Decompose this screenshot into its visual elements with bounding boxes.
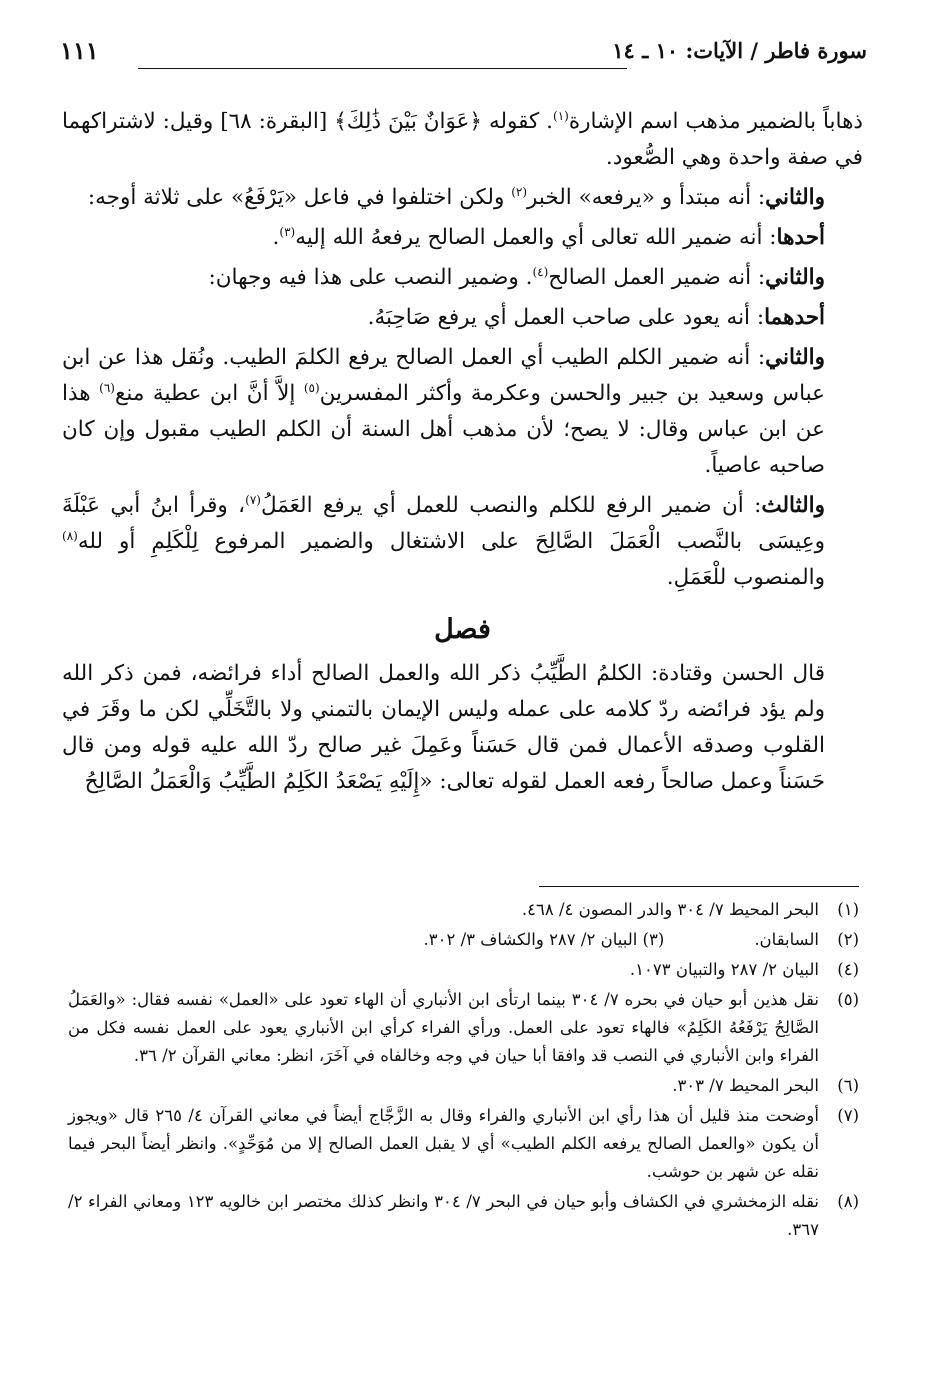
paragraph: قال الحسن وقتادة: الكلمُ الطَّيِّبُ ذكر الله والعمل الصالح أداء فرائضه، فمن ذكر الله ولم يؤد فرائضه ردّ كلامه على عمله وليس الإيمان بالتمني ولا بالتَّخَلِّي لكن ما وقَرَ في القلوب وصدقه الأعمال فمن قال حَسَناً وعَمِلَ غير صالح ردّ الله عليه قوله ومن قال حَسَناً وعمل صالحاً رفعه العمل لقوله تعالى: «إِلَيْهِ يَصْعَدُ الكَلِمُ الطَّيِّبُ وَالْعَمَلُ الصَّالِحُ <box>62 661 825 794</box>
paragraph: أحدها: أنه ضمير الله تعالى أي والعمل الصالح يرفعهُ الله إليه$^{(٣)}$. <box>272 225 825 250</box>
footnote-number: (٦) <box>837 1076 859 1095</box>
term-label: أحدها <box>776 225 825 250</box>
term-label: والثالث <box>761 493 825 518</box>
footnote-text: البحر المحيط ٧/ ٣٠٣. <box>672 1076 819 1095</box>
footnote-separator <box>539 886 859 887</box>
footnote-number: (٥) <box>837 990 859 1009</box>
footnote-number: (٢) <box>837 930 859 949</box>
main-text <box>62 104 863 804</box>
paragraph: والثاني: أنه مبتدأ و «يرفعه» الخبر$^{(٢)}$ ولكن اختلفوا في فاعل «يَرْفَعُ» على ثلاثة أوجه: <box>87 185 825 210</box>
footnote <box>68 1072 859 1100</box>
running-title: سورة فاطر / الآيات: ١٠ ـ ١٤ <box>612 38 867 63</box>
footnote-number: (٤) <box>837 960 859 979</box>
footnote-text: السابقان.(٣) البيان ٢/ ٢٨٧ والكشاف ٣/ ٣٠٢. <box>423 930 819 949</box>
footnote <box>68 956 859 984</box>
footnote <box>68 1102 859 1186</box>
term-label: والثاني <box>765 265 825 290</box>
footnote-text: أوضحت منذ قليل أن هذا رأي ابن الأنباري والفراء وقال به الزَّجَّاج أيضاً في معاني القرآن ٤/ ٢٦٥ قال «ويجوز أن يكون «والعمل الصالح يرفعه الكلم الطيب» أي لا يقبل العمل الصالح إلا من مُوَحِّدٍ». وانظر أيضاً البحر فيما نقله عن شهر بن حوشب. <box>68 1106 819 1181</box>
footnote <box>68 896 859 924</box>
footnote-ref[interactable]: (٦) <box>99 381 115 395</box>
footnote-ref[interactable]: (٢) <box>511 185 528 199</box>
header-rule <box>138 68 627 69</box>
paragraph: والثالث: أن ضمير الرفع للكلم والنصب للعمل أي يرفع العَمَلُ$^{(٧)}$، وقرأ ابنُ أبي عَبْلَةَ وعِيسَى بالنَّصب الْعَمَلَ الصَّالِحَ على الاشتغال والضمير المرفوع لِلْكَلِمِ أو لله$^{(٨)}$ والمنصوب للْعَمَلِ. <box>62 493 825 590</box>
footnote-number: (١) <box>837 900 859 919</box>
footnote-ref[interactable]: (٧) <box>245 493 261 507</box>
footnote <box>68 986 859 1070</box>
section-heading: فصل <box>434 614 491 645</box>
footnote-text: البيان ٢/ ٢٨٧ والتبيان ١٠٧٣. <box>629 960 819 979</box>
footnote-ref[interactable]: (٥) <box>303 381 320 395</box>
footnote-text: نقل هذين أبو حيان في بحره ٧/ ٣٠٤ بينما ارتأى ابن الأنباري أن الهاء تعود على «العمل» نفسه فقال: «والعَمَلُ الصَّالِحُ يَرْفَعُهُ الكَلِمُ» فالهاء تعود على العمل. ورأي الفراء كرأي ابن الأنباري يعود على العمل نفسه فكل من الفراء وابن الأنباري في النصب قد وافقا أبا حيان في وجه وخالفاه في آخَرَ، انظر: معاني القرآن ٢/ ٣٦. <box>68 990 819 1065</box>
footnote-ref[interactable]: (١) <box>553 109 569 123</box>
paragraph: ذهاباً بالضمير مذهب اسم الإشارة$^{(١)}$. كقوله ﴿عَوَانٌ بَيْنَ ذَٰلِكَ﴾ [البقرة: ٦٨] وقيل: لاشتراكهما في صفة واحدة وهي الصُّعود. <box>62 109 863 170</box>
footnote <box>68 926 859 954</box>
term-label: والثاني <box>765 345 825 370</box>
paragraph: والثاني: أنه ضمير العمل الصالح$^{(٤)}$. وضمير النصب على هذا فيه وجهان: <box>208 265 825 290</box>
footnote-number: (٧) <box>837 1106 859 1125</box>
footnote-inline: (٣) البيان ٢/ ٢٨٧ والكشاف ٣/ ٣٠٢. <box>423 930 665 949</box>
footnote-ref[interactable]: (٨) <box>62 529 78 543</box>
page-header <box>60 34 867 74</box>
paragraph: أحدهما: أنه يعود على صاحب العمل أي يرفع صَاحِبَهُ. <box>367 305 825 330</box>
footnote-ref[interactable]: (٣) <box>279 225 296 239</box>
term-label: أحدهما <box>764 305 825 330</box>
term-label: والثاني <box>765 185 825 210</box>
footnote <box>68 1188 859 1244</box>
footnote-text: نقله الزمخشري في الكشاف وأبو حيان في البحر ٧/ ٣٠٤ وانظر كذلك مختصر ابن خالويه ١٢٣ ومعاني الفراء ٢/ ٣٦٧. <box>68 1192 820 1239</box>
footnote-text: البحر المحيط ٧/ ٣٠٤ والدر المصون ٤/ ٤٦٨. <box>521 900 819 919</box>
page-number: ١١١ <box>60 36 99 65</box>
paragraph: والثاني: أنه ضمير الكلم الطيب أي العمل الصالح يرفع الكلمَ الطيب. ونُقل هذا عن ابن عباس وسعيد بن جبير والحسن وعكرمة وأكثر المفسرين$^{(٥)}$ إلاَّ أنَّ ابن عطية منع$^{(٦)}$ هذا عن ابن عباس وقال: لا يصح؛ لأن مذهب أهل السنة أن الكلم الطيب مقبول وإن كان صاحبه عاصياً. <box>62 345 825 478</box>
footnote-ref[interactable]: (٤) <box>532 265 549 279</box>
footnote-number: (٨) <box>837 1192 859 1211</box>
footnotes <box>68 896 859 1246</box>
